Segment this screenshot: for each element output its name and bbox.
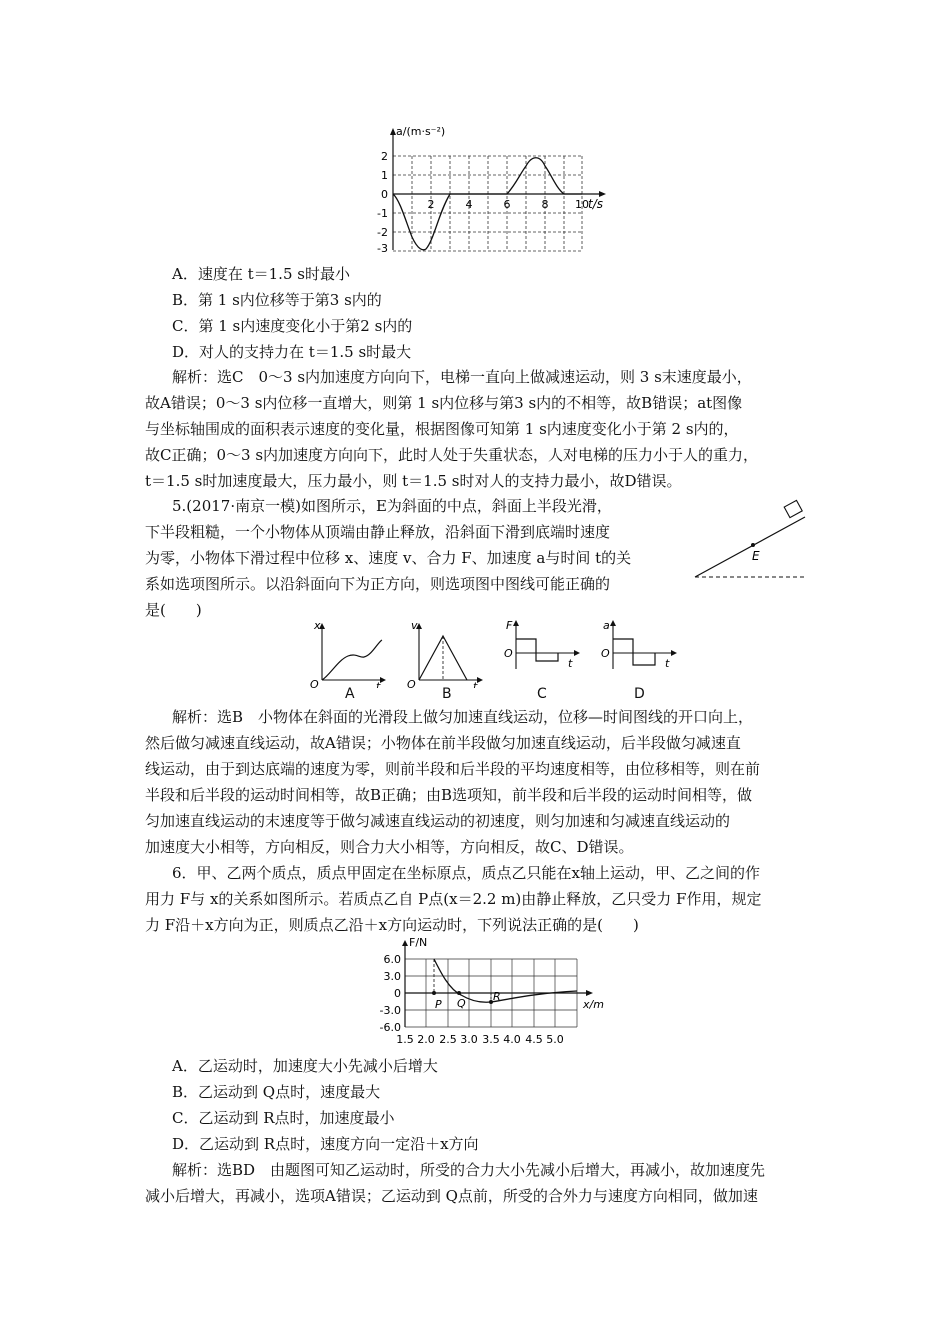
- y-tick: 2: [381, 150, 388, 163]
- x-tick: 4.5: [525, 1033, 543, 1046]
- q4-analysis-line: 与坐标轴围成的面积表示速度的变化量，根据图像可知第 1 s内速度变化小于第 2 s内的，: [145, 420, 739, 438]
- q4-analysis-line: 故A错误；0～3 s内位移一直增大，则第 1 s内位移与第3 s内的不相等，故B错误；at图像: [145, 394, 743, 412]
- q4-option-a: A．速度在 t＝1.5 s时最小: [172, 265, 350, 283]
- graph-a: [308, 620, 388, 688]
- q5-analysis-line: 加速度大小相等，方向相反，则合力大小相等，方向相反，故C、D错误。: [145, 838, 634, 856]
- point-q: [457, 991, 461, 995]
- point-e-label: E: [752, 549, 760, 563]
- y-tick: 0: [381, 188, 388, 201]
- q6-stem-line: 6．甲、乙两个质点，质点甲固定在坐标原点，质点乙只能在x轴上运动，甲、乙之间的作: [172, 864, 761, 882]
- q5-stem-line: 5.(2017·南京一模)如图所示，E为斜面的中点，斜面上半段光滑，: [172, 497, 612, 515]
- graph-b-origin: O: [407, 678, 416, 688]
- q5-analysis-line: 解析：选B 小物体在斜面的光滑段上做匀加速直线运动，位移—时间图线的开口向上，: [172, 708, 754, 726]
- x-tick: 1.5: [396, 1033, 414, 1046]
- graph-b-caption: B: [442, 686, 452, 702]
- y-tick: 1: [381, 169, 388, 182]
- x-axis-label: x/m: [583, 998, 604, 1011]
- force-curve: [434, 959, 577, 1002]
- x-tick: 2.5: [439, 1033, 457, 1046]
- q6-option-a: A．乙运动时，加速度大小先减小后增大: [172, 1057, 438, 1075]
- q5-stem-line: 是( ): [145, 601, 202, 619]
- graph-d-origin: O: [601, 647, 610, 660]
- y-tick: -3: [377, 242, 388, 252]
- graph-a-origin: O: [310, 678, 319, 688]
- q5-stem-line: 下半段粗糙，一个小物体从顶端由静止释放，沿斜面下滑到底端时速度: [145, 523, 611, 541]
- block: [784, 500, 802, 517]
- q5-analysis-line: 然后做匀减速直线运动，故A错误；小物体在前半段做匀加速直线运动，后半段做匀减速直: [145, 734, 741, 752]
- q5-analysis-line: 线运动，由于到达底端的速度为零，则前半段和后半段的平均速度相等，由位移相等，则在前: [145, 760, 761, 778]
- x-tick: 8: [541, 198, 549, 211]
- graph-c-xlabel: t: [568, 657, 573, 670]
- graph-d: [599, 617, 679, 673]
- q4-analysis-line: 解析：选C 0～3 s内加速度方向向下，电梯一直向上做减速运动，则 3 s末速度最小，: [172, 368, 752, 386]
- x-tick: 5.0: [546, 1033, 564, 1046]
- q4-analysis-line: t＝1.5 s时加速度最大，压力最小，则 t＝1.5 s时对人的支持力最小，故D错误。: [145, 472, 682, 490]
- graph-b-xlabel: t: [473, 680, 478, 688]
- x-tick: 4: [465, 198, 473, 211]
- q6-stem-line: 用力 F与 x的关系如图所示。若质点乙自 P点(x＝2.2 m)由静止释放，乙只受力 F作用，规定: [145, 890, 762, 908]
- x-axis-label: t/s: [588, 197, 603, 211]
- q4-option-d: D．对人的支持力在 t＝1.5 s时最大: [172, 343, 412, 361]
- y-tick: 3.0: [383, 970, 401, 983]
- graph-c-origin: O: [504, 647, 513, 660]
- graph-b: [405, 620, 485, 688]
- q6-analysis-line: 减小后增大，再减小，选项A错误；乙运动到 Q点前，所受的合外力与速度方向相同，做加速: [145, 1187, 758, 1205]
- force-position-graph: [365, 935, 625, 1050]
- q5-stem-line: 系如选项图所示。以沿斜面向下为正方向，则选项图中图线可能正确的: [145, 575, 611, 593]
- y-axis-label: a/(m·s⁻²): [396, 125, 446, 138]
- q6-option-c: C．乙运动到 R点时，加速度最小: [172, 1109, 395, 1127]
- x-tick: 3.5: [482, 1033, 500, 1046]
- graph-d-xlabel: t: [665, 657, 670, 670]
- y-tick: -6.0: [379, 1021, 401, 1034]
- graph-a-caption: A: [345, 686, 355, 702]
- graph-a-ylabel: x: [314, 620, 321, 632]
- y-tick: -2: [377, 226, 388, 239]
- graph-c-ylabel: F: [506, 619, 513, 632]
- q6-stem-line: 力 F沿＋x方向为正，则质点乙沿＋x方向运动时，下列说法正确的是( ): [145, 916, 639, 934]
- q4-analysis-line: 故C正确；0～3 s内加速度方向向下，此时人处于失重状态，人对电梯的压力小于人的重力，: [145, 446, 759, 464]
- graph-c-caption: C: [537, 686, 547, 702]
- q6-analysis-line: 解析：选BD 由题图可知乙运动时，所受的合力大小先减小后增大，再减小，故加速度先: [172, 1161, 766, 1179]
- y-tick: -1: [377, 207, 388, 220]
- graph-d-caption: D: [634, 686, 645, 702]
- point-p: [432, 991, 436, 995]
- q6-option-d: D．乙运动到 R点时，速度方向一定沿＋x方向: [172, 1135, 479, 1153]
- x-tick: 6: [503, 198, 511, 211]
- q4-option-b: B．第 1 s内位移等于第3 s内的: [172, 291, 382, 309]
- q5-analysis-line: 匀加速直线运动的末速度等于做匀减速直线运动的初速度，则匀加速和匀减速直线运动的: [145, 812, 731, 830]
- y-tick: 6.0: [383, 953, 401, 966]
- x-tick: 10: [575, 198, 589, 211]
- graph-d-ylabel: a: [603, 619, 610, 632]
- graph-a-xlabel: t: [376, 680, 381, 688]
- q5-analysis-line: 半段和后半段的运动时间相等，故B正确；由B选项知，前半段和后半段的运动时间相等，做: [145, 786, 753, 804]
- y-axis-label: F/N: [409, 936, 428, 949]
- point-p-label: P: [435, 998, 442, 1011]
- y-tick: 0: [394, 987, 401, 1000]
- q4-option-c: C．第 1 s内速度变化小于第2 s内的: [172, 317, 413, 335]
- x-tick: 2: [427, 198, 435, 211]
- acceleration-curve: [393, 158, 582, 250]
- graph-c: [502, 617, 582, 673]
- acceleration-time-graph: [360, 122, 620, 252]
- x-tick: 4.0: [503, 1033, 521, 1046]
- q5-stem-line: 为零，小物体下滑过程中位移 x、速度 v、合力 F、加速度 a与时间 t的关: [145, 549, 632, 567]
- point-q-label: Q: [457, 997, 466, 1010]
- incline-diagram: [690, 492, 810, 582]
- graph-b-ylabel: v: [411, 620, 418, 632]
- y-tick: -3.0: [379, 1004, 401, 1017]
- point-r-label: R: [493, 990, 501, 1003]
- q6-option-b: B．乙运动到 Q点时，速度最大: [172, 1083, 381, 1101]
- x-tick: 3.0: [460, 1033, 478, 1046]
- x-tick: 2.0: [417, 1033, 435, 1046]
